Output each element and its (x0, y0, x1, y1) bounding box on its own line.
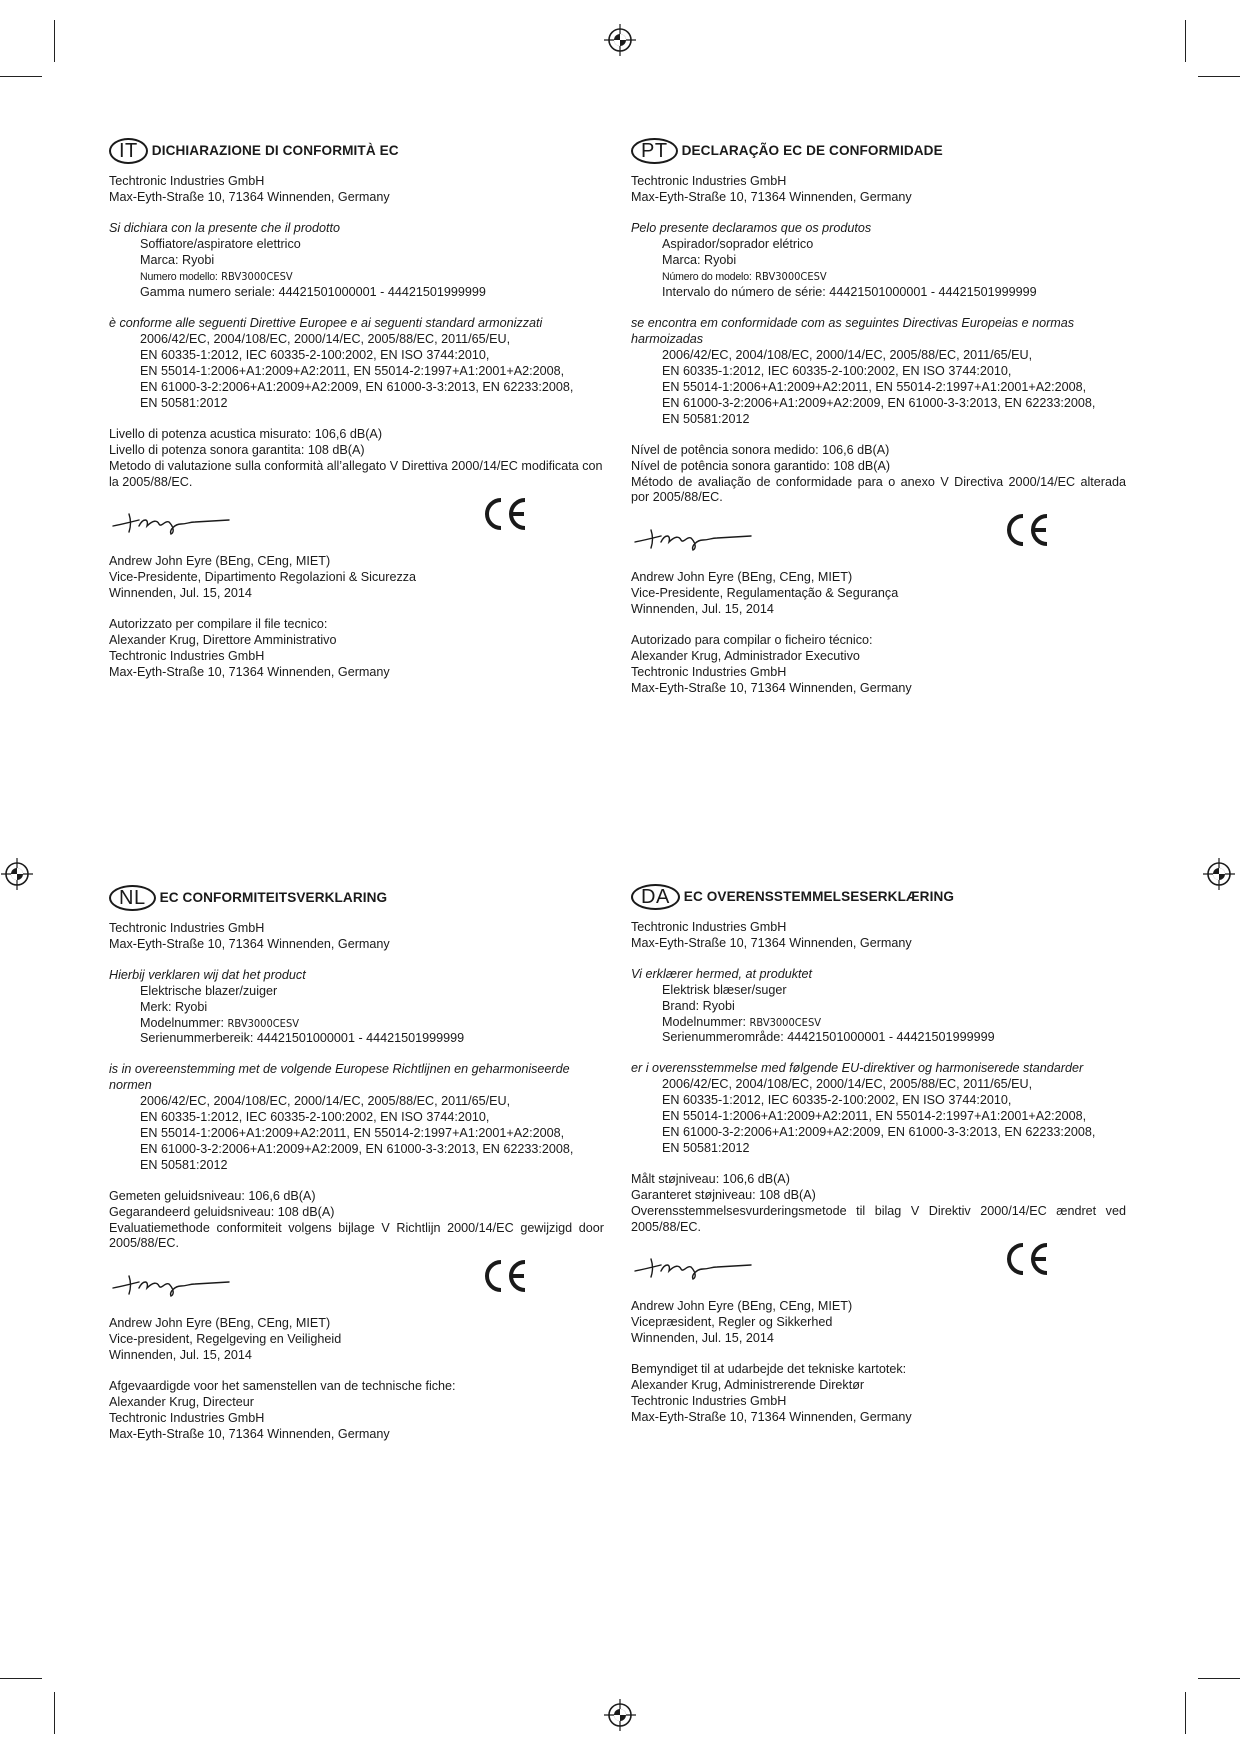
language-code-badge: NL (109, 885, 156, 911)
directive-line: EN 61000-3-2:2006+A1:2009+A2:2009, EN 61000-3-3:2013, EN 62233:2008, (140, 379, 574, 394)
section-title: EC CONFORMITEITSVERKLARING (159, 890, 388, 906)
registration-mark-top (603, 23, 637, 57)
directive-line: 2006/42/EC, 2004/108/EC, 2000/14/EC, 2005/88/EC, 2011/65/EU, (140, 332, 511, 347)
model-number-label: Numero modello: (140, 270, 218, 283)
crop-mark-top-right-v (1185, 20, 1186, 62)
signature-row (631, 506, 1126, 570)
company-name-footer: Techtronic Industries GmbH (109, 1410, 265, 1425)
signature-image (631, 520, 761, 554)
signer-name: Andrew John Eyre (BEng, CEng, MIET) (631, 1299, 853, 1314)
signer-name: Andrew John Eyre (BEng, CEng, MIET) (109, 554, 331, 569)
directive-line: EN 61000-3-2:2006+A1:2009+A2:2009, EN 61000-3-3:2013, EN 62233:2008, (140, 1141, 574, 1156)
company-address: Max-Eyth-Straße 10, 71364 Winnenden, Germany (109, 189, 390, 204)
directive-line: EN 61000-3-2:2006+A1:2009+A2:2009, EN 61000-3-3:2013, EN 62233:2008, (662, 1124, 1096, 1139)
registration-mark-right (1202, 857, 1236, 891)
directive-line: EN 60335-1:2012, IEC 60335-2-100:2002, EN ISO 3744:2010, (140, 1110, 490, 1125)
crop-mark-top-left-h (0, 76, 42, 77)
language-code-badge: PT (631, 138, 678, 164)
product-brand: Brand: Ryobi (662, 998, 735, 1013)
conformity-intro: se encontra em conformidade com as seguintes Directivas Europeias e normas harmoizadas (631, 316, 1075, 347)
company-address: Max-Eyth-Straße 10, 71364 Winnenden, Germany (631, 935, 912, 950)
assessment-method: Evaluatiemethode conformiteit volgens bijlage V Richtlijn 2000/14/EC gewijzigd door 2005/88/EC. (109, 1220, 604, 1251)
measured-sound-level: Livello di potenza acustica misurato: 106,6 dB(A) (109, 426, 383, 441)
declaration-intro: Pelo presente declaramos que os produtos (631, 220, 872, 235)
declaration-intro: Vi erklærer hermed, at produktet (631, 966, 813, 981)
crop-mark-top-left-v (54, 20, 55, 62)
authorized-compiler-label: Bemyndiget til at udarbejde det tekniske kartotek: (631, 1362, 907, 1377)
compiler-name: Alexander Krug, Directeur (109, 1394, 254, 1409)
authorized-compiler-label: Autorizado para compilar o ficheiro técnico: (631, 633, 873, 648)
conformity-intro: is in overeenstemming met de volgende Europese Richtlijnen en geharmoniseerde normen (109, 1062, 570, 1093)
company-address: Max-Eyth-Straße 10, 71364 Winnenden, Germany (631, 189, 912, 204)
directive-line: 2006/42/EC, 2004/108/EC, 2000/14/EC, 2005/88/EC, 2011/65/EU, (662, 1077, 1033, 1092)
guaranteed-sound-level: Nível de potência sonora garantido: 108 dB(A) (631, 458, 891, 473)
directive-line: 2006/42/EC, 2004/108/EC, 2000/14/EC, 2005/88/EC, 2011/65/EU, (662, 348, 1033, 363)
model-number-value: RBV3000CESV (749, 1015, 821, 1029)
language-code-badge: DA (631, 884, 680, 910)
product-brand: Marca: Ryobi (140, 252, 215, 267)
section-pt (631, 138, 1126, 697)
crop-mark-top-right-h (1198, 76, 1240, 77)
ce-mark-icon (481, 1256, 529, 1296)
product-name: Elektrische blazer/zuiger (140, 983, 278, 998)
ce-mark-icon (481, 494, 529, 534)
section-header (109, 885, 604, 911)
product-name: Aspirador/soprador elétrico (662, 236, 814, 251)
company-address-footer: Max-Eyth-Straße 10, 71364 Winnenden, Germany (631, 1409, 912, 1424)
directive-line: 2006/42/EC, 2004/108/EC, 2000/14/EC, 2005/88/EC, 2011/65/EU, (140, 1094, 511, 1109)
section-header (631, 138, 1126, 164)
product-brand: Merk: Ryobi (140, 999, 208, 1014)
compiler-name: Alexander Krug, Administrerende Direktør (631, 1378, 865, 1393)
signature-row (109, 1252, 604, 1316)
compiler-name: Alexander Krug, Direttore Amministrativo (109, 633, 337, 648)
measured-sound-level: Målt støjniveau: 106,6 dB(A) (631, 1171, 790, 1186)
section-nl (109, 885, 604, 1443)
serial-range: Serienummerbereik: 44421501000001 - 44421501999999 (140, 1031, 465, 1046)
signature-row (109, 490, 604, 554)
signer-role: Vice-Presidente, Dipartimento Regolazioni & Sicurezza (109, 570, 417, 585)
assessment-method: Overensstemmelsesvurderingsmetode til bilag V Direktiv 2000/14/EC ændret ved 2005/88/EC. (631, 1203, 1126, 1234)
signer-role: Vice-president, Regelgeving en Veiligheid (109, 1332, 342, 1347)
directive-line: EN 50581:2012 (140, 395, 228, 410)
section-header (631, 884, 1126, 910)
signer-name: Andrew John Eyre (BEng, CEng, MIET) (631, 570, 853, 585)
ce-mark-icon (1003, 510, 1051, 550)
declaration-intro: Hierbij verklaren wij dat het product (109, 967, 306, 982)
signature-image (109, 1266, 239, 1300)
product-name: Soffiatore/aspiratore elettrico (140, 236, 301, 251)
model-number-label: Número do modelo: (662, 270, 752, 283)
measured-sound-level: Gemeten geluidsniveau: 106,6 dB(A) (109, 1188, 316, 1203)
signature-image (109, 504, 239, 538)
authorized-compiler-label: Autorizzato per compilare il file tecnico: (109, 617, 328, 632)
assessment-method: Método de avaliação de conformidade para o anexo V Directiva 2000/14/EC alterada por 2005/88/EC. (631, 474, 1126, 505)
directive-line: EN 50581:2012 (662, 1140, 750, 1155)
company-address: Max-Eyth-Straße 10, 71364 Winnenden, Germany (109, 936, 390, 951)
directive-line: EN 55014-1:2006+A1:2009+A2:2011, EN 55014-2:1997+A1:2001+A2:2008, (140, 1125, 565, 1140)
guaranteed-sound-level: Livello di potenza sonora garantita: 108 dB(A) (109, 442, 365, 457)
section-title: EC OVERENSSTEMMELSESERKLÆRING (683, 889, 955, 905)
model-number (631, 269, 1126, 286)
guaranteed-sound-level: Gegarandeerd geluidsniveau: 108 dB(A) (109, 1204, 335, 1219)
serial-range: Serienummerområde: 44421501000001 - 44421501999999 (662, 1030, 995, 1045)
crop-mark-bottom-right-h (1198, 1678, 1240, 1679)
section-da (631, 884, 1126, 1426)
directive-line: EN 55014-1:2006+A1:2009+A2:2011, EN 55014-2:1997+A1:2001+A2:2008, (662, 379, 1087, 394)
place-date: Winnenden, Jul. 15, 2014 (631, 602, 774, 617)
serial-range: Gamma numero seriale: 44421501000001 - 44421501999999 (140, 285, 486, 300)
directive-line: EN 50581:2012 (662, 411, 750, 426)
signer-role: Vicepræsident, Regler og Sikkerhed (631, 1315, 833, 1330)
signature-image (631, 1249, 761, 1283)
declaration-intro: Si dichiara con la presente che il prodotto (109, 220, 341, 235)
directive-line: EN 55014-1:2006+A1:2009+A2:2011, EN 55014-2:1997+A1:2001+A2:2008, (140, 364, 565, 379)
place-date: Winnenden, Jul. 15, 2014 (109, 1348, 252, 1363)
company-address-footer: Max-Eyth-Straße 10, 71364 Winnenden, Germany (109, 1426, 390, 1441)
compiler-name: Alexander Krug, Administrador Executivo (631, 648, 860, 663)
company-name-footer: Techtronic Industries GmbH (109, 648, 265, 663)
model-number (109, 269, 604, 286)
section-title: DICHIARAZIONE DI CONFORMITÀ EC (151, 143, 399, 159)
ce-mark-icon (1003, 1239, 1051, 1279)
directive-line: EN 60335-1:2012, IEC 60335-2-100:2002, EN ISO 3744:2010, (662, 1093, 1012, 1108)
company-address-footer: Max-Eyth-Straße 10, 71364 Winnenden, Germany (631, 680, 912, 695)
company-address-footer: Max-Eyth-Straße 10, 71364 Winnenden, Germany (109, 664, 390, 679)
company-name: Techtronic Industries GmbH (631, 920, 787, 934)
signature-row (631, 1235, 1126, 1299)
conformity-intro: er i overensstemmelse med følgende EU-direktiver og harmoniserede standarder (631, 1061, 1084, 1076)
assessment-method: Metodo di valutazione sulla conformità all’allegato V Direttiva 2000/14/EC modificata con la 2005/88/EC. (109, 458, 603, 489)
company-name: Techtronic Industries GmbH (109, 921, 265, 935)
signer-role: Vice-Presidente, Regulamentação & Segurança (631, 586, 899, 601)
company-name: Techtronic Industries GmbH (631, 174, 787, 188)
crop-mark-bottom-left-h (0, 1678, 42, 1679)
measured-sound-level: Nível de potência sonora medido: 106,6 dB(A) (631, 442, 890, 457)
section-header (109, 138, 604, 164)
directive-line: EN 60335-1:2012, IEC 60335-2-100:2002, EN ISO 3744:2010, (140, 348, 490, 363)
company-name-footer: Techtronic Industries GmbH (631, 664, 787, 679)
product-brand: Marca: Ryobi (662, 252, 737, 267)
model-number-value: RBV3000CESV (755, 269, 827, 283)
place-date: Winnenden, Jul. 15, 2014 (109, 586, 252, 601)
crop-mark-bottom-right-v (1185, 1692, 1186, 1734)
authorized-compiler-label: Afgevaardigde voor het samenstellen van de technische fiche: (109, 1379, 456, 1394)
company-name: Techtronic Industries GmbH (109, 174, 265, 188)
language-code-badge: IT (109, 138, 148, 164)
product-name: Elektrisk blæser/suger (662, 982, 787, 997)
signer-name: Andrew John Eyre (BEng, CEng, MIET) (109, 1316, 331, 1331)
crop-mark-bottom-left-v (54, 1692, 55, 1734)
company-name-footer: Techtronic Industries GmbH (631, 1393, 787, 1408)
model-number-value: RBV3000CESV (227, 1016, 299, 1030)
directive-line: EN 55014-1:2006+A1:2009+A2:2011, EN 55014-2:1997+A1:2001+A2:2008, (662, 1109, 1087, 1124)
section-title: DECLARAÇÃO EC DE CONFORMIDADE (681, 143, 943, 159)
directive-line: EN 50581:2012 (140, 1157, 228, 1172)
model-number (631, 1015, 1126, 1031)
model-number (109, 1016, 604, 1032)
model-number-label: Modelnummer: (662, 1014, 746, 1029)
registration-mark-left (0, 857, 34, 891)
conformity-intro: è conforme alle seguenti Direttive Europee e ai seguenti standard armonizzati (109, 316, 543, 331)
directive-line: EN 60335-1:2012, IEC 60335-2-100:2002, EN ISO 3744:2010, (662, 364, 1012, 379)
model-number-value: RBV3000CESV (221, 269, 293, 283)
section-it (109, 138, 604, 681)
place-date: Winnenden, Jul. 15, 2014 (631, 1331, 774, 1346)
guaranteed-sound-level: Garanteret støjniveau: 108 dB(A) (631, 1187, 816, 1202)
registration-mark-bottom (603, 1698, 637, 1732)
directive-line: EN 61000-3-2:2006+A1:2009+A2:2009, EN 61000-3-3:2013, EN 62233:2008, (662, 395, 1096, 410)
model-number-label: Modelnummer: (140, 1015, 224, 1030)
serial-range: Intervalo do número de série: 44421501000001 - 44421501999999 (662, 285, 1037, 300)
